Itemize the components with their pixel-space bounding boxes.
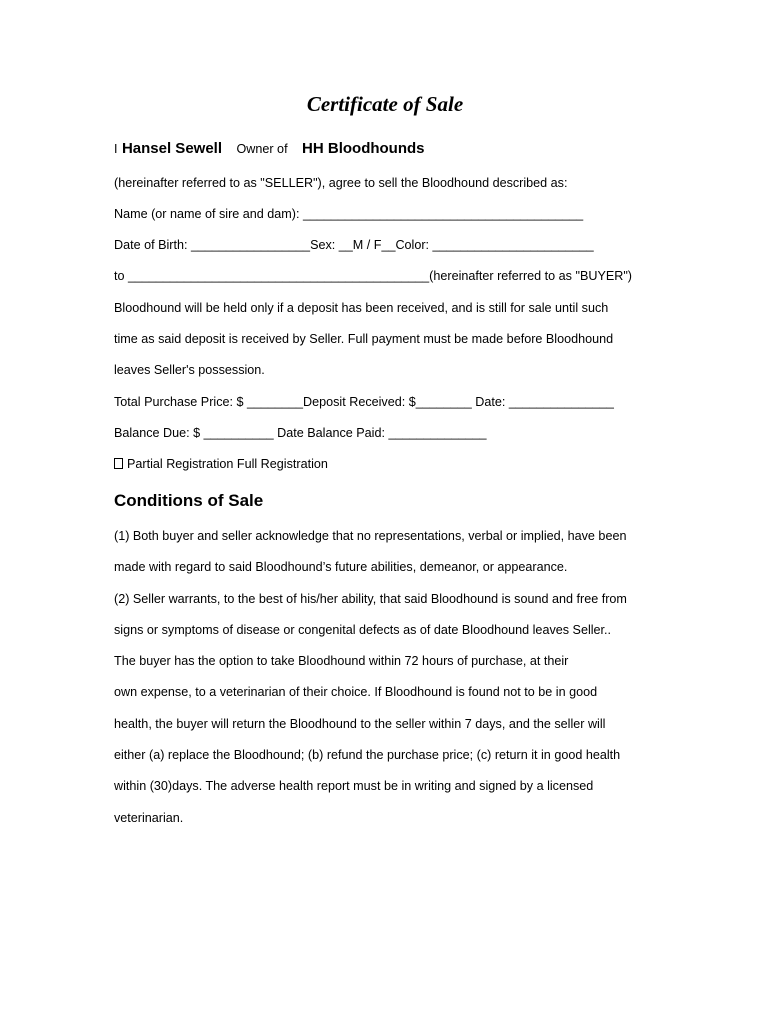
birth-sex-color-line: Date of Birth: _________________Sex: __M / F__Color: _______________________ — [114, 238, 594, 252]
deposit-text-line-2: time as said deposit is received by Seller. Full payment must be made before Bloodhound — [114, 332, 614, 346]
dog-name-line: Name (or name of sire and dam): ________________________________________ — [114, 207, 584, 221]
buyer-line: to ___________________________________________(hereinafter referred to as "BUYER") — [114, 269, 632, 283]
owner-of-label: Owner of — [236, 142, 288, 156]
seller-agreement-line: (hereinafter referred to as "SELLER"), agree to sell the Bloodhound described as: — [114, 176, 568, 190]
conditions-line: signs or symptoms of disease or congenital defects as of date Bloodhound leaves Seller.. — [114, 623, 612, 637]
conditions-heading: Conditions of Sale — [114, 491, 264, 510]
conditions-line: within (30)days. The adverse health report must be in writing and signed by a licensed — [114, 779, 594, 793]
document-title: Certificate of Sale — [306, 92, 464, 116]
deposit-text-line-1: Bloodhound will be held only if a deposit has been received, and is still for sale until such — [114, 301, 609, 315]
deposit-text-line-3: leaves Seller's possession. — [114, 363, 265, 377]
checkbox-icon — [114, 458, 123, 469]
registration-line — [114, 456, 328, 472]
price-line: Total Purchase Price: $ ________Deposit Received: $________ Date: _______________ — [114, 395, 614, 409]
conditions-line: The buyer has the option to take Bloodhound within 72 hours of purchase, at their — [114, 654, 569, 668]
conditions-line: veterinarian. — [114, 811, 184, 825]
balance-line: Balance Due: $ __________ Date Balance Paid: ______________ — [114, 426, 487, 440]
owner-prefix: I — [114, 142, 118, 156]
registration-options: Partial Registration Full Registration — [127, 457, 328, 471]
conditions-line: either (a) replace the Bloodhound; (b) refund the purchase price; (c) return it in good health — [114, 748, 621, 762]
conditions-line: made with regard to said Bloodhound’s future abilities, demeanor, or appearance. — [114, 560, 568, 574]
conditions-line: own expense, to a veterinarian of their choice. If Bloodhound is found not to be in good — [114, 685, 598, 699]
kennel-name: HH Bloodhounds — [302, 140, 425, 157]
conditions-line: (2) Seller warrants, to the best of his/her ability, that said Bloodhound is sound and free from — [114, 592, 627, 606]
conditions-line: health, the buyer will return the Bloodhound to the seller within 7 days, and the seller will — [114, 717, 606, 731]
seller-name: Hansel Sewell — [121, 140, 223, 157]
owner-line — [114, 140, 425, 158]
conditions-line: (1) Both buyer and seller acknowledge that no representations, verbal or implied, have been — [114, 529, 627, 543]
